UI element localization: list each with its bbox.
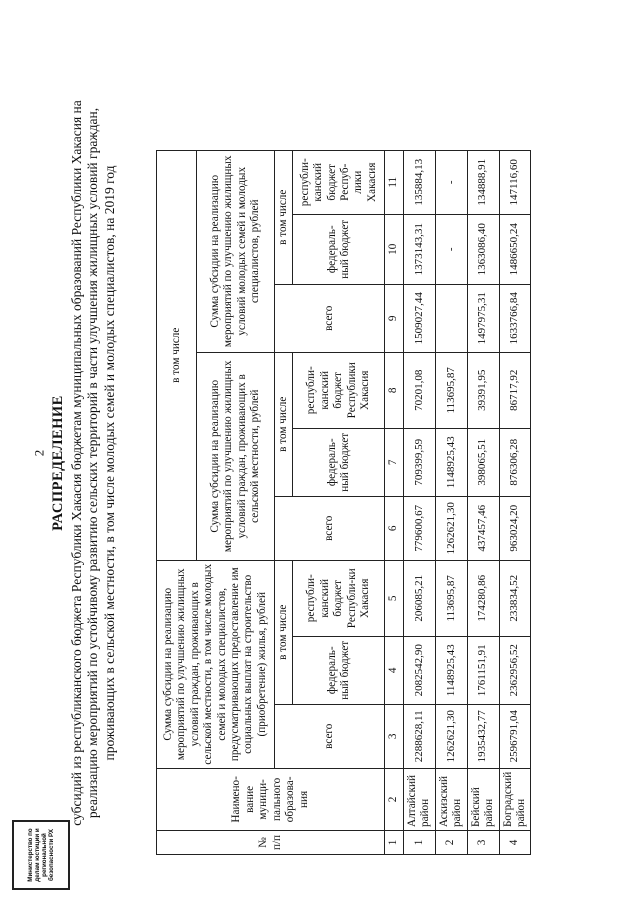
- cell-value: 147116,60: [499, 150, 531, 214]
- header-federal: федераль-ный бюджет: [293, 636, 385, 704]
- cell-value: 2082542,90: [403, 636, 435, 704]
- header-in-that-sub: в том числе: [275, 352, 293, 496]
- cell-value: 876306,28: [499, 428, 531, 496]
- header-in-that: в том числе: [157, 150, 197, 560]
- column-number: 3: [385, 704, 403, 768]
- cell-value: 1148925,43: [435, 428, 467, 496]
- row-number: 3: [467, 831, 499, 855]
- cell-value: 709399,59: [403, 428, 435, 496]
- header-total: всего: [275, 496, 385, 560]
- cell-value: 113695,87: [435, 560, 467, 636]
- cell-value: 2362956,52: [499, 636, 531, 704]
- cell-value: 1497975,31: [467, 284, 499, 352]
- cell-value: 2288628,11: [403, 704, 435, 768]
- rotated-document: [50, 63, 590, 863]
- cell-value: 1262621,30: [435, 496, 467, 560]
- cell-value: -: [435, 150, 467, 214]
- header-group-young: Сумма субсидии на реализацию мероприятий по улучшению жилищных условий молодых семей и молодых специалистов, рублей: [197, 150, 275, 352]
- cell-value: 1373143,31: [403, 214, 435, 284]
- header-group-total: Сумма субсидии на реализацию мероприятий по улучшению жилищных условий граждан, проживающих в сельской местности, в том числе молодых семей и молодых специалистов, предусматривающих предоставление им социальных выплат на строительство (приобретение) жилья, рублей: [157, 560, 275, 768]
- header-republican: республи-канский бюджет Респуб-лики Хакасия: [293, 150, 385, 214]
- table-row: [499, 150, 531, 854]
- column-number: 2: [385, 768, 403, 830]
- cell-value: 174280,86: [467, 560, 499, 636]
- cell-value: 1486650,24: [499, 214, 531, 284]
- distribution-table: [156, 150, 531, 855]
- column-number: 8: [385, 352, 403, 428]
- cell-value: 779600,67: [403, 496, 435, 560]
- stamp-text: Министерство по делам юстиции и региональной безопасности РХ: [26, 828, 56, 882]
- cell-value: 398065,51: [467, 428, 499, 496]
- header-municipality: Наимено-вание муници-пального образова-ния: [157, 768, 385, 830]
- header-in-that-sub: в том числе: [275, 150, 293, 284]
- table-row: [435, 150, 467, 854]
- header-federal: федераль-ный бюджет: [293, 428, 385, 496]
- cell-value: 1262621,30: [435, 704, 467, 768]
- table-row: [467, 150, 499, 854]
- cell-value: 113695,87: [435, 352, 467, 428]
- municipality-name: Аскизский район: [435, 768, 467, 830]
- header-group-rural: Сумма субсидии на реализацию мероприятий по улучшению жилищных условий граждан, проживающих в сельской местности, рублей: [197, 352, 275, 560]
- column-number: 1: [385, 831, 403, 855]
- cell-value: 134888,91: [467, 150, 499, 214]
- cell-value: 1633766,84: [499, 284, 531, 352]
- table-row: [403, 150, 435, 854]
- title-line: субсидий из республиканского бюджета Республики Хакасия бюджетам муниципальных образований Республики Хакасия на: [69, 100, 84, 826]
- column-number: 7: [385, 428, 403, 496]
- title-line: проживающих в сельской местности, в том числе молодых семей и молодых специалистов, на 2019 год: [101, 165, 117, 761]
- cell-value: 206085,21: [403, 560, 435, 636]
- cell-value: 86717,92: [499, 352, 531, 428]
- header-in-that-sub: в том числе: [275, 560, 293, 704]
- cell-value: 233834,52: [499, 560, 531, 636]
- document-title: [50, 63, 118, 863]
- municipality-name: Алтайский район: [403, 768, 435, 830]
- title-line: реализацию мероприятий по устойчивому развитию сельских территорий в части улучшения жилищных условий граждан,: [85, 107, 101, 819]
- municipality-name: Бейский район: [467, 768, 499, 830]
- header-no: № п/п: [157, 831, 385, 855]
- header-federal: федераль-ный бюджет: [293, 214, 385, 284]
- header-total: всего: [275, 704, 385, 768]
- row-number: 4: [499, 831, 531, 855]
- column-number: 10: [385, 214, 403, 284]
- cell-value: 135884,13: [403, 150, 435, 214]
- cell-value: 70201,08: [403, 352, 435, 428]
- column-number: 6: [385, 496, 403, 560]
- cell-value: 1148925,43: [435, 636, 467, 704]
- column-number: 11: [385, 150, 403, 214]
- ministry-stamp: [12, 820, 70, 890]
- cell-value: -: [435, 214, 467, 284]
- cell-value: 1761151,91: [467, 636, 499, 704]
- cell-value: 1935432,77: [467, 704, 499, 768]
- cell-value: 2596791,04: [499, 704, 531, 768]
- column-number-row: [385, 150, 403, 854]
- row-number: 2: [435, 831, 467, 855]
- header-republican: республи-канский бюджет Республики Хакасия: [293, 352, 385, 428]
- column-number: 4: [385, 636, 403, 704]
- column-number: 9: [385, 284, 403, 352]
- cell-value: [435, 284, 467, 352]
- header-republican: республи-канский бюджет Республи-ки Хакасия: [293, 560, 385, 636]
- row-number: 1: [403, 831, 435, 855]
- cell-value: 1363086,40: [467, 214, 499, 284]
- title-heading: РАСПРЕДЕЛЕНИЕ: [50, 395, 66, 531]
- cell-value: 39391,95: [467, 352, 499, 428]
- cell-value: 437457,46: [467, 496, 499, 560]
- header-total: всего: [275, 284, 385, 352]
- page-number: 2: [31, 449, 47, 457]
- cell-value: 1509027,44: [403, 284, 435, 352]
- column-number: 5: [385, 560, 403, 636]
- municipality-name: Боградский район: [499, 768, 531, 830]
- distribution-table-wrapper: [156, 150, 531, 855]
- cell-value: 963024,20: [499, 496, 531, 560]
